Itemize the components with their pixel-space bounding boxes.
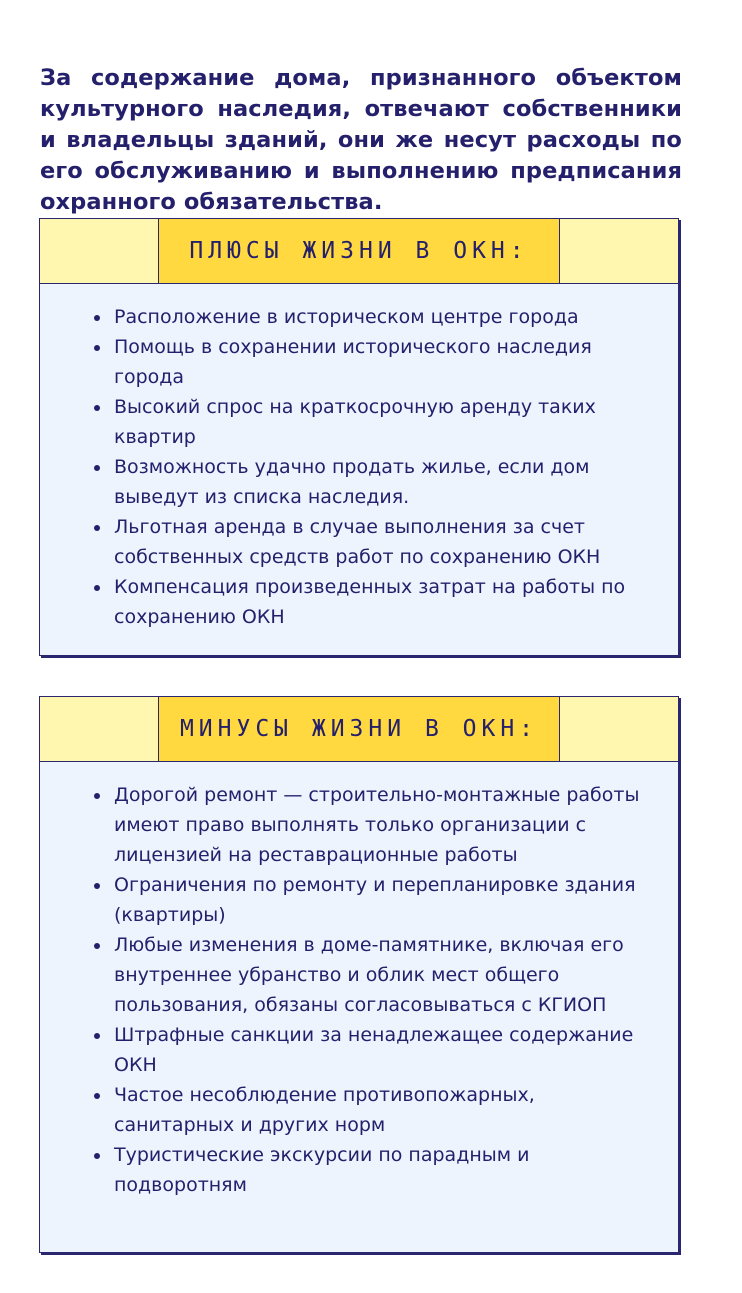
cons-title: МИНУСЫ ЖИЗНИ В ОКН: [158, 697, 560, 761]
cons-card-header [40, 697, 678, 762]
header-left-block [40, 219, 158, 283]
pros-title: ПЛЮСЫ ЖИЗНИ В ОКН: [158, 219, 560, 283]
list-item: Высокий спрос на краткосрочную аренду таких квартир [114, 392, 658, 452]
list-item: Дорогой ремонт — строительно-монтажные работы имеют право выполнять только организации с лицензией на реставрационные работы [114, 780, 658, 870]
header-left-block [40, 697, 158, 761]
list-item: Туристические экскурсии по парадным и подворотням [114, 1140, 658, 1200]
list-item: Частое несоблюдение противопожарных, санитарных и других норм [114, 1080, 658, 1140]
pros-card-header [40, 219, 678, 284]
cons-list [40, 762, 678, 1200]
list-item: Льготная аренда в случае выполнения за счет собственных средств работ по сохранению ОКН [114, 512, 658, 572]
list-item: Компенсация произведенных затрат на работы по сохранению ОКН [114, 572, 658, 632]
pros-card [39, 218, 679, 656]
cons-card [39, 696, 679, 1253]
list-item: Штрафные санкции за ненадлежащее содержание ОКН [114, 1020, 658, 1080]
list-item: Любые изменения в доме-памятнике, включая его внутреннее убранство и облик мест общего пользования, обязаны согласовываться с КГИОП [114, 930, 658, 1020]
header-right-block [560, 219, 678, 283]
list-item: Расположение в историческом центре города [114, 302, 658, 332]
list-item: Ограничения по ремонту и перепланировке здания (квартиры) [114, 870, 658, 930]
list-item: Возможность удачно продать жилье, если дом выведут из списка наследия. [114, 452, 658, 512]
intro-paragraph: За содержание дома, признанного объектом культурного наследия, отвечают собственники и владельцы зданий, они же несут расходы по его обслуживанию и выполнению предписания охранного обязательства. [40, 64, 682, 215]
pros-list [40, 284, 678, 632]
list-item: Помощь в сохранении исторического наследия города [114, 332, 658, 392]
header-right-block [560, 697, 678, 761]
